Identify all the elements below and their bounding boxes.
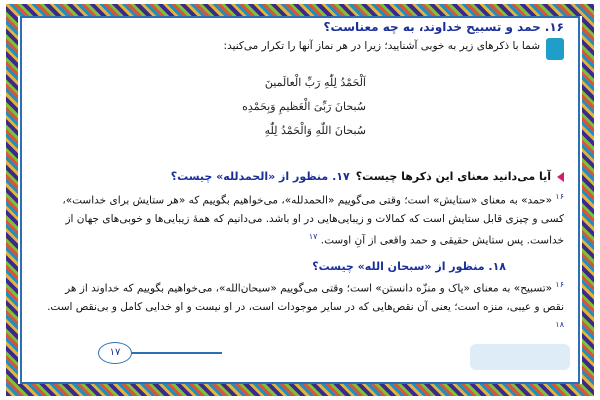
bookmark-icon bbox=[546, 38, 564, 60]
question-row bbox=[171, 170, 564, 183]
zikr-line-2: سُبحانَ رَبِّیَ الْعَظیمِ وَبِحَمْدِه bbox=[242, 100, 366, 113]
zikr-line-1: اَلْحَمْدُ لِلّٰهِ رَبِّ الْعالَمینَ bbox=[264, 76, 366, 89]
footnote-ref[interactable]: ۱۸ bbox=[555, 319, 564, 329]
footnote-ref[interactable]: ۱۶ bbox=[555, 280, 564, 289]
question-18-title: ۱۸. منظور از «سبحان الله» چیست؟ bbox=[312, 260, 506, 273]
section-title: حمد و تسبیح خداوند، به چه معناست؟ bbox=[323, 20, 541, 34]
instruction-text: شما با ذکرهای زیر به خوبی آشنایید؛ زیرا در هر نماز آنها را تکرار می‌کنید: bbox=[223, 40, 540, 52]
question-text: آیا می‌دانید معنای این ذکرها چیست؟ bbox=[355, 170, 551, 183]
decorative-line bbox=[132, 352, 222, 354]
footnote-ref[interactable]: ۱۶ bbox=[555, 192, 564, 201]
triangle-marker-icon bbox=[557, 172, 564, 182]
section-heading bbox=[324, 20, 564, 34]
answer-17-text: «حمد» به معنای «ستایش» است؛ وقتی می‌گوییم «الحمدلله»، می‌خواهیم بگوییم که «هر ستایش برای خداست»، کسی و چیزی قابل ستایش است که کمالات و زیبایی‌هایی در او باشد. می‌دانیم که همهٔ زیبایی‌ها و خوبی‌های جهان از خداست. پس ستایش حقیقی و حمد واقعی از آنِ اوست. bbox=[62, 194, 564, 246]
page-number: ۱۷ bbox=[98, 342, 132, 364]
answer-17-paragraph bbox=[42, 188, 564, 249]
footnote-ref[interactable]: ۱۷ bbox=[308, 231, 318, 241]
answer-18-text: «تسبیح» به معنای «پاک و منزّه دانستن» است؛ وقتی می‌گوییم «سبحان‌الله»، می‌خواهیم بگوییم که خداوند از هر نقص و عیبی، منزه است؛ یعنی آن نقص‌هایی که در سایر موجودات است، در او نیست و او خدایی کامل و بی‌نقص است. bbox=[47, 282, 564, 313]
watermark-logo bbox=[470, 344, 570, 370]
page-content bbox=[28, 18, 572, 378]
answer-18-paragraph bbox=[42, 276, 564, 337]
section-number: ۱۶. bbox=[544, 20, 564, 34]
zikr-line-3: سُبحانَ اللّٰهِ وَالْحَمْدُ لِلّٰهِ bbox=[264, 124, 366, 137]
question-17-title: ۱۷. منظور از «الحمدلله» چیست؟ bbox=[170, 170, 350, 183]
